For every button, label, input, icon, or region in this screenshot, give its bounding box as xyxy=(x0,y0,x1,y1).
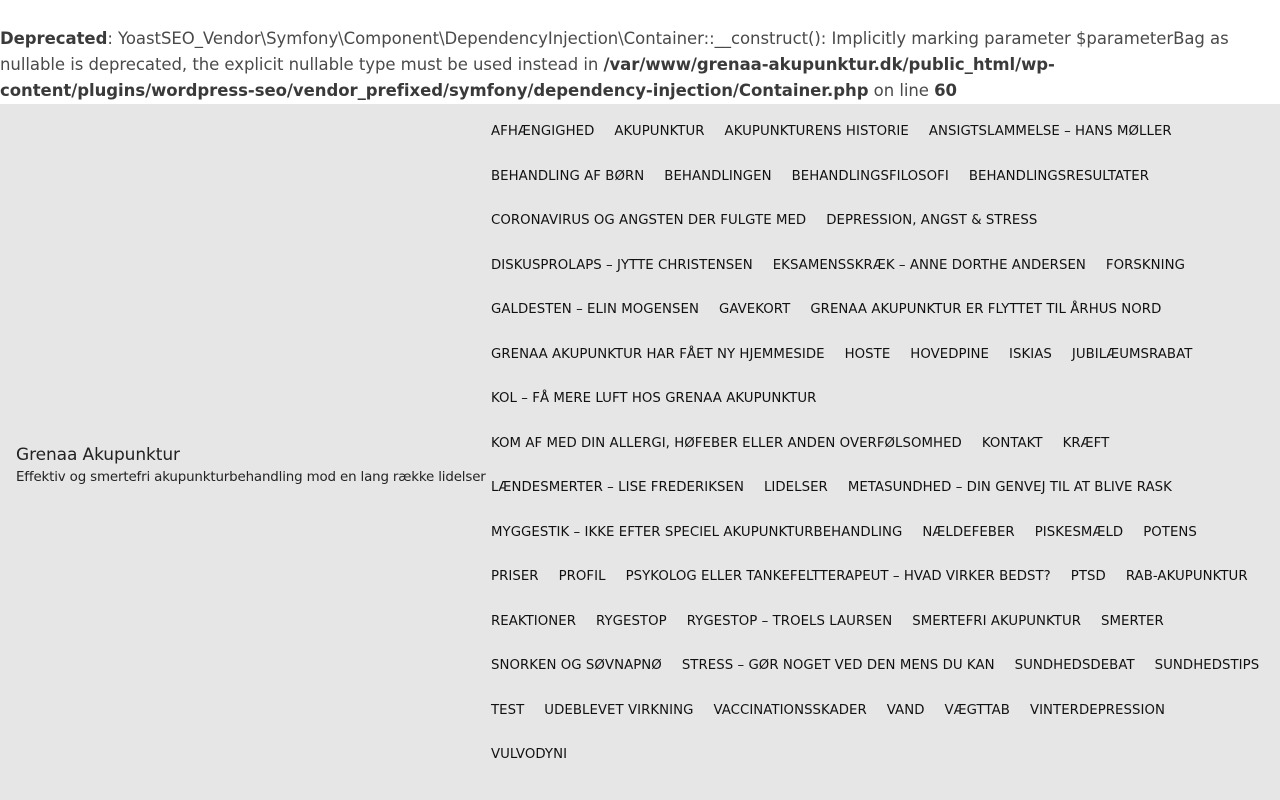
menu-item[interactable]: VACCINATIONSSKADER xyxy=(713,702,867,718)
menu-item[interactable]: DEPRESSION, ANGST & STRESS xyxy=(826,213,1038,228)
notice-file-path: /var/www/grenaa-akupunktur.dk/public_html/wp-content/plugins/wordpress-seo/vendor_prefixed/symfony/dependency-injection/Container.php xyxy=(0,55,1055,100)
menu-item[interactable]: ANSIGTSLAMMELSE – HANS MØLLER xyxy=(928,124,1172,139)
menu-item[interactable]: SUNDHEDSTIPS xyxy=(1154,658,1260,673)
menu-item[interactable]: PRISER xyxy=(491,569,539,584)
menu-item[interactable]: NÆLDEFEBER xyxy=(922,524,1015,540)
menu-item[interactable]: BEHANDLINGEN xyxy=(664,168,772,184)
menu-item[interactable]: PISKESMÆLD xyxy=(1034,524,1124,540)
menu-item[interactable]: SMERTER xyxy=(1101,613,1164,629)
menu-item[interactable]: VÆGTTAB xyxy=(944,702,1010,718)
menu-item[interactable]: CORONAVIRUS OG ANGSTEN DER FULGTE MED xyxy=(491,213,807,228)
menu-item[interactable]: GRENAA AKUPUNKTUR HAR FÅET NY HJEMMESIDE xyxy=(491,346,825,362)
menu-item[interactable]: GAVEKORT xyxy=(719,302,791,317)
menu-item[interactable]: KRÆFT xyxy=(1062,435,1110,451)
menu-item[interactable]: KOM AF MED DIN ALLERGI, HØFEBER ELLER ANDEN OVERFØLSOMHED xyxy=(491,435,962,451)
menu-item[interactable]: GALDESTEN – ELIN MOGENSEN xyxy=(491,302,699,317)
notice-on-line-text: on line xyxy=(868,81,935,100)
menu-item[interactable]: BEHANDLINGSFILOSOFI xyxy=(791,168,949,184)
site-branding xyxy=(16,444,486,488)
menu-item[interactable]: JUBILÆUMSRABAT xyxy=(1071,346,1193,362)
menu-item[interactable]: KOL – FÅ MERE LUFT HOS GRENAA AKUPUNKTUR xyxy=(491,391,817,406)
notice-message: : YoastSEO_Vendor\Symfony\Component\DependencyInjection\Container::__construct(): Implicitly marking parameter $parameterBag as nullable is deprecated, the explicit nullable type must be used instead in xyxy=(0,29,1229,74)
notice-line-number: 60 xyxy=(934,81,957,100)
menu-item[interactable]: GRENAA AKUPUNKTUR ER FLYTTET TIL ÅRHUS NORD xyxy=(810,302,1162,317)
menu-item[interactable]: AFHÆNGIGHED xyxy=(491,124,595,139)
menu-item[interactable]: VULVODYNI xyxy=(491,747,568,762)
menu-item[interactable]: AKUPUNKTURENS HISTORIE xyxy=(724,124,909,139)
primary-navigation-menu xyxy=(481,110,1271,778)
menu-item[interactable]: POTENS xyxy=(1143,524,1197,540)
menu-item[interactable]: ISKIAS xyxy=(1009,346,1052,362)
menu-item[interactable]: VAND xyxy=(886,702,925,718)
menu-item[interactable]: BEHANDLING AF BØRN xyxy=(491,168,645,184)
menu-item[interactable]: AKUPUNKTUR xyxy=(614,124,705,139)
menu-item[interactable]: FORSKNING xyxy=(1105,257,1186,273)
menu-item[interactable]: STRESS – GØR NOGET VED DEN MENS DU KAN xyxy=(681,658,995,673)
menu-item[interactable]: BEHANDLINGSRESULTATER xyxy=(968,168,1150,184)
menu-item[interactable]: VINTERDEPRESSION xyxy=(1029,702,1165,718)
menu-item[interactable]: SNORKEN OG SØVNAPNØ xyxy=(491,658,662,673)
menu-item[interactable]: LÆNDESMERTER – LISE FREDERIKSEN xyxy=(491,480,744,495)
menu-item[interactable]: PTSD xyxy=(1070,569,1106,584)
menu-item[interactable]: REAKTIONER xyxy=(491,613,577,629)
menu-item[interactable]: RYGESTOP xyxy=(596,613,667,629)
site-header xyxy=(0,104,1280,800)
menu-item[interactable]: RYGESTOP – TROELS LAURSEN xyxy=(686,613,893,629)
menu-item[interactable]: EKSAMENSSKRÆK – ANNE DORTHE ANDERSEN xyxy=(772,257,1086,273)
php-deprecation-notice xyxy=(0,26,1262,104)
menu-item[interactable]: TEST xyxy=(491,702,525,718)
menu-item[interactable]: UDEBLEVET VIRKNING xyxy=(544,702,694,718)
menu-item[interactable]: SMERTEFRI AKUPUNKTUR xyxy=(912,613,1082,629)
menu-item[interactable]: METASUNDHED – DIN GENVEJ TIL AT BLIVE RASK xyxy=(847,480,1172,495)
menu-item[interactable]: KONTAKT xyxy=(981,435,1043,451)
menu-item[interactable]: DISKUSPROLAPS – JYTTE CHRISTENSEN xyxy=(491,257,753,273)
menu-item[interactable]: PSYKOLOG ELLER TANKEFELTTERAPEUT – HVAD VIRKER BEDST? xyxy=(625,569,1051,584)
menu-item[interactable]: RAB-AKUPUNKTUR xyxy=(1125,569,1248,584)
site-title-link[interactable]: Grenaa Akupunktur xyxy=(16,445,180,465)
site-description: Effektiv og smertefri akupunkturbehandling mod en lang række lidelser xyxy=(16,470,486,485)
menu-item[interactable]: PROFIL xyxy=(558,569,606,584)
menu-item[interactable]: HOVEDPINE xyxy=(910,346,990,362)
notice-label: Deprecated xyxy=(0,29,108,48)
menu-item[interactable]: SUNDHEDSDEBAT xyxy=(1014,658,1135,673)
menu-item[interactable]: HOSTE xyxy=(844,346,891,362)
menu-item[interactable]: LIDELSER xyxy=(763,480,828,495)
menu-item[interactable]: MYGGESTIK – IKKE EFTER SPECIEL AKUPUNKTURBEHANDLING xyxy=(491,524,903,540)
